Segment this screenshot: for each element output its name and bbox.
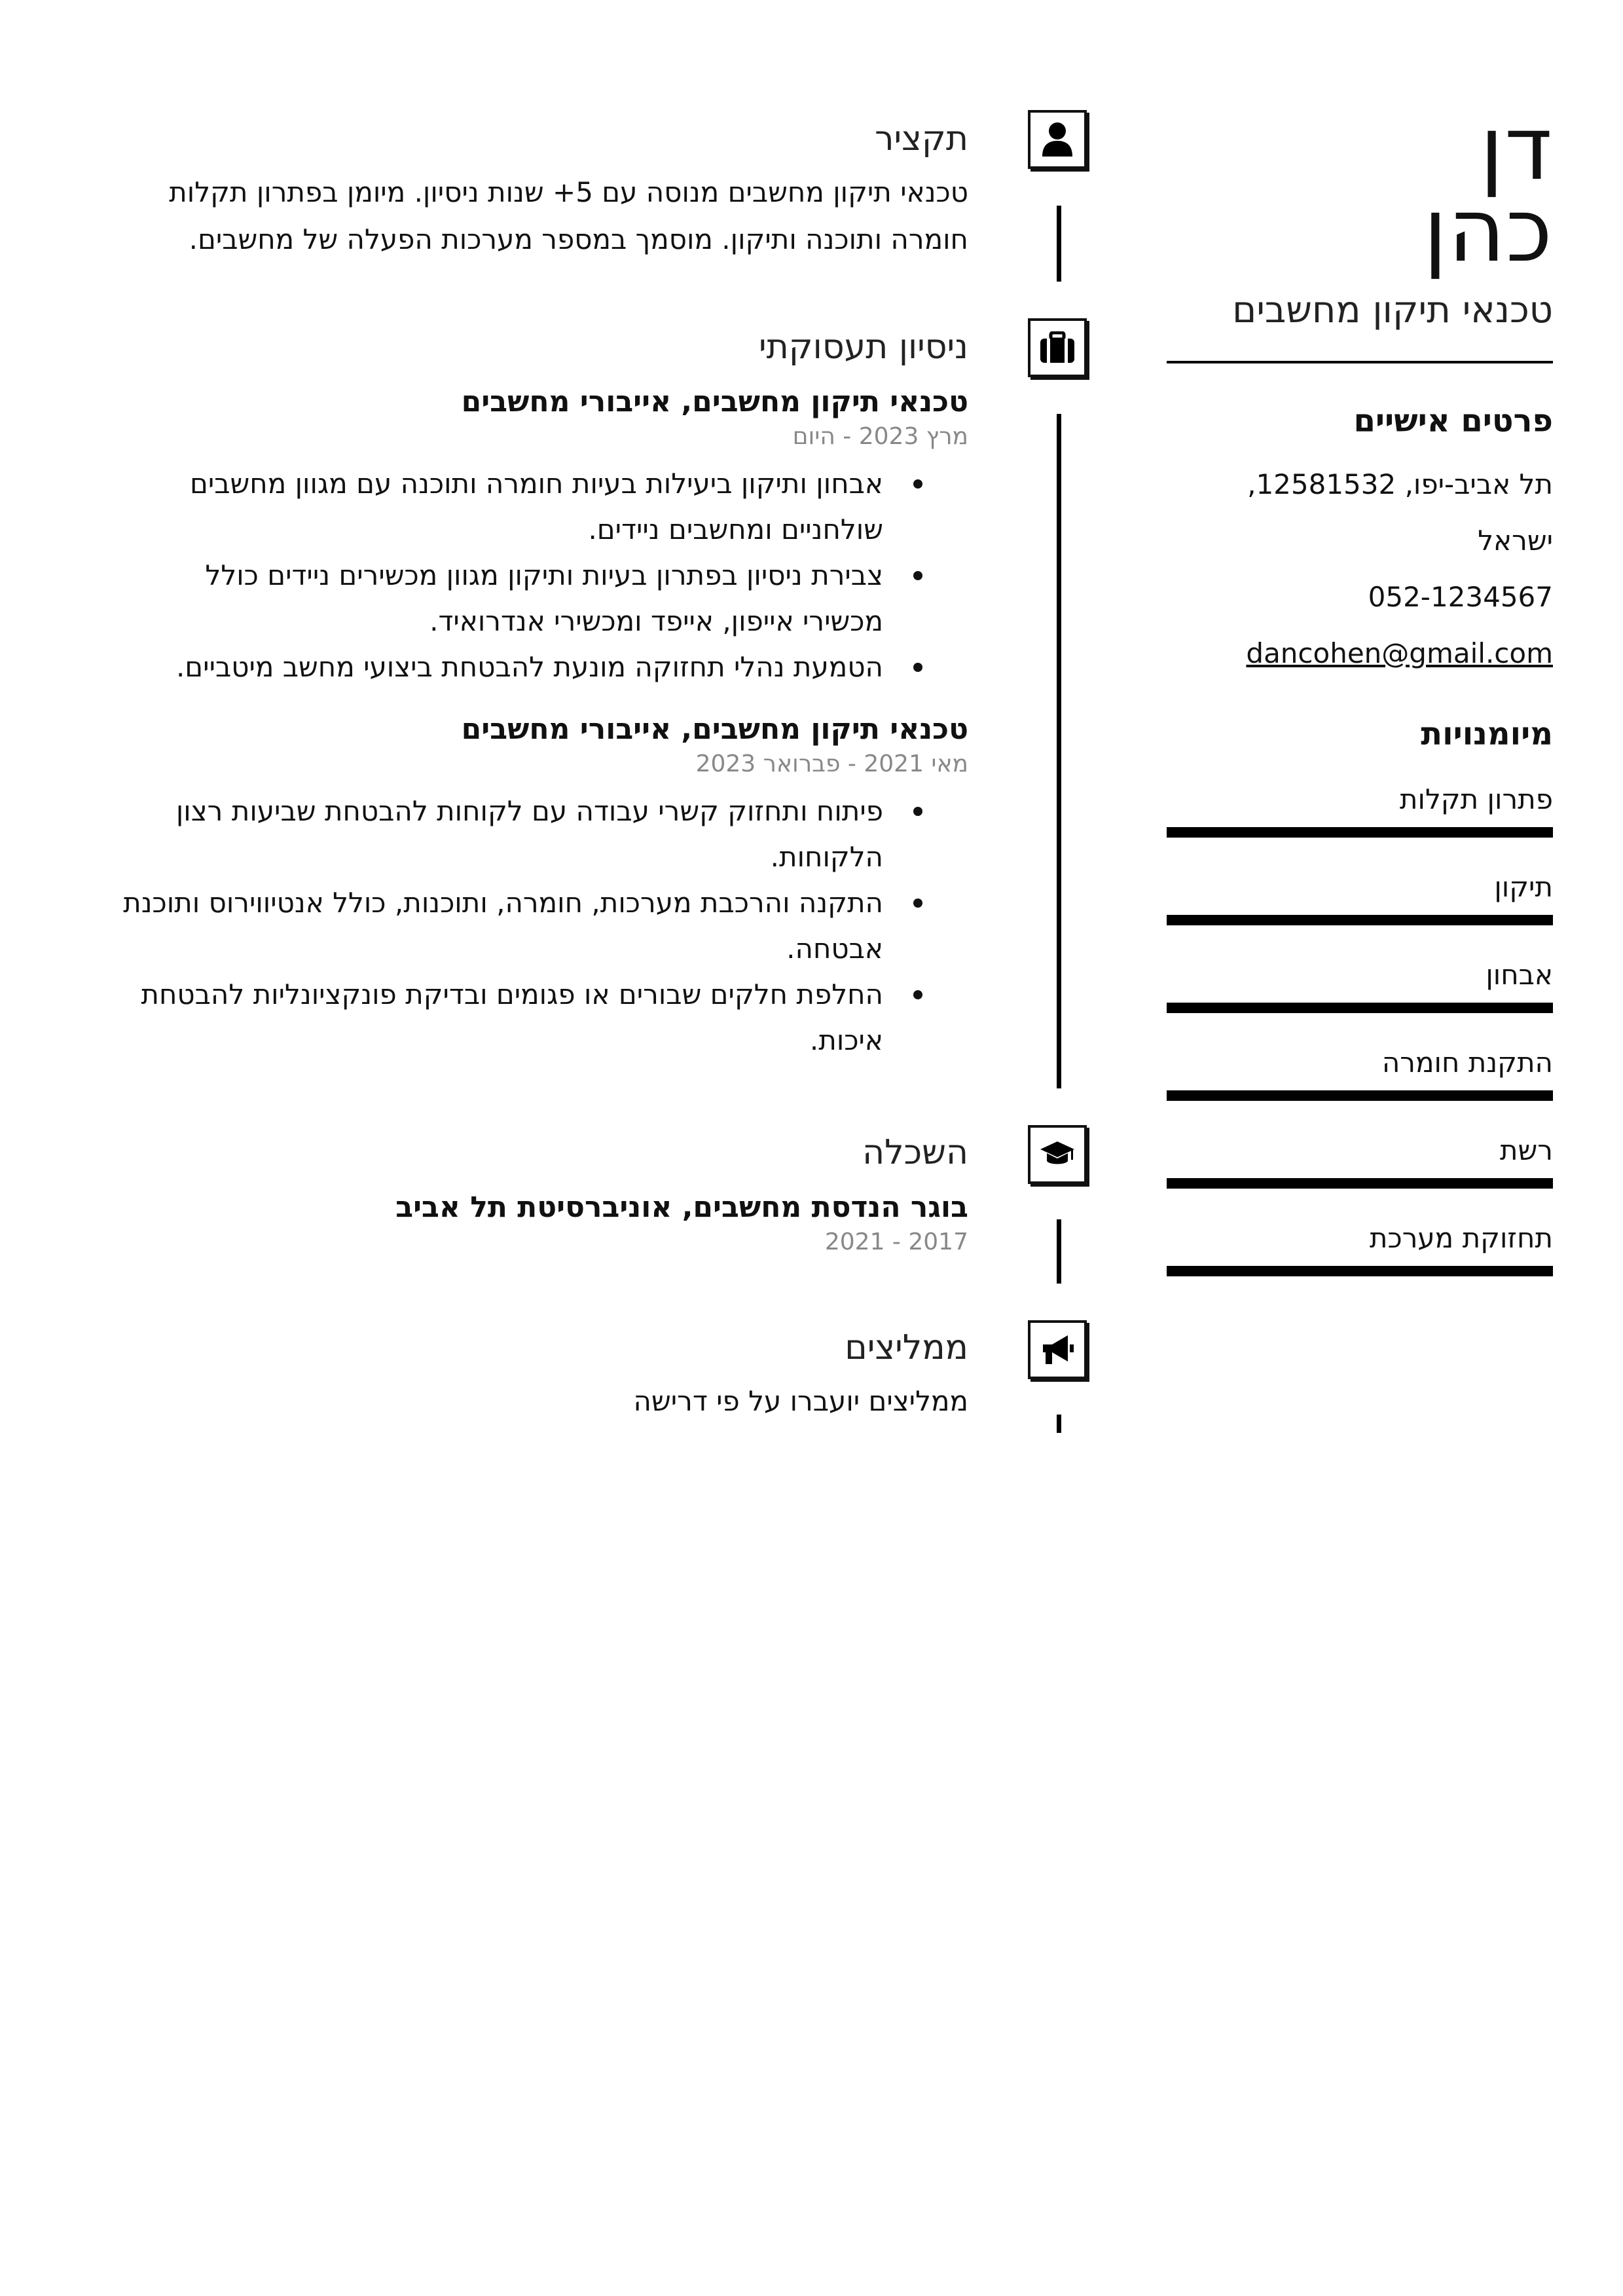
job-title: טכנאי תיקון מחשבים, אייבורי מחשבים [461, 385, 968, 418]
skill-bar [1167, 915, 1553, 925]
list-item: אבחון ותיקון ביעילות בעיות חומרה ותוכנה עם מגוון מחשבים שולחניים ומחשבים ניידים. [117, 461, 883, 553]
sidebar [1167, 98, 1553, 1308]
summary-text: טכנאי תיקון מחשבים מנוסה עם 5+ שנות ניסיון. מיומן בפתרון תקלות חומרה ותוכנה ותיקון. מוסמך במספר מערכות הפעלה של מחשבים. [169, 176, 968, 255]
skill-item [1167, 1220, 1553, 1276]
job-role: טכנאי תיקון מחשבים [1232, 289, 1553, 331]
summary-section [117, 118, 968, 263]
list-item: הטמעת נהלי תחזוקה מונעת להבטחת ביצועי מחשב מיטביים. [117, 644, 883, 690]
job-date: מאי 2021 - פברואר 2023 [695, 750, 968, 777]
skill-label: התקנת חומרה [1381, 1046, 1553, 1079]
references-heading: ממליצים [845, 1328, 968, 1367]
timeline-line [1057, 1415, 1061, 1433]
first-name: דן [1480, 98, 1553, 200]
skill-item [1167, 781, 1553, 838]
job-title: טכנאי תיקון מחשבים, אייבורי מחשבים [461, 713, 968, 746]
experience-heading: ניסיון תעסוקתי [758, 327, 968, 367]
skill-item [1167, 1045, 1553, 1101]
list-item: התקנה והרכבת מערכות, חומרה, ותוכנות, כולל אנטיווירוס ותוכנת אבטחה. [117, 880, 883, 972]
skill-item [1167, 1132, 1553, 1189]
skill-bar [1167, 827, 1553, 838]
skill-bar [1167, 1178, 1553, 1189]
job-duties [117, 788, 968, 1064]
name-heading [1167, 98, 1553, 282]
job-date: מרץ 2023 - היום [792, 423, 968, 450]
divider [1167, 361, 1553, 363]
job-duties [117, 461, 968, 690]
list-item: פיתוח ותחזוק קשרי עבודה עם לקוחות להבטחת שביעות רצון הלקוחות. [117, 788, 883, 880]
skill-item [1167, 869, 1553, 925]
skill-item [1167, 957, 1553, 1013]
graduation-cap-icon [1028, 1125, 1087, 1184]
experience-section [117, 326, 968, 1064]
briefcase-icon [1028, 318, 1087, 377]
timeline-line [1057, 414, 1061, 1088]
references-section [117, 1327, 968, 1425]
list-item: החלפת חלקים שבורים או פגומים ובדיקת פונקציונליות להבטחת איכות. [117, 972, 883, 1064]
references-text: ממליצים יועברו על פי דרישה [633, 1385, 968, 1417]
list-item: צבירת ניסיון בפתרון בעיות ותיקון מגוון מכשירים ניידים כולל מכשירי אייפון, אייפד ומכשירי אנדרואיד. [117, 553, 883, 644]
email-link[interactable]: dancohen@gmail.com [1246, 637, 1553, 669]
skill-label: פתרון תקלות [1399, 783, 1553, 815]
megaphone-icon [1028, 1320, 1087, 1379]
address: תל אביב-יפו, 12581532, ישראל [1247, 468, 1553, 557]
personal-details-heading: פרטים אישיים [1353, 403, 1553, 439]
education-section [117, 1132, 968, 1257]
skill-bar [1167, 1003, 1553, 1013]
phone: 052-1234567 [1368, 581, 1553, 613]
timeline-line [1057, 206, 1061, 282]
skills-list [1167, 781, 1553, 1276]
degree: בוגר הנדסת מחשבים, אוניברסיטת תל אביב [395, 1191, 968, 1224]
timeline-line [1057, 1219, 1061, 1284]
last-name: כהן [1423, 179, 1553, 282]
education-heading: השכלה [862, 1133, 968, 1172]
skill-label: תחזוקת מערכת [1369, 1222, 1553, 1254]
skill-label: אבחון [1486, 959, 1553, 991]
skill-label: רשת [1499, 1134, 1553, 1166]
skill-bar [1167, 1090, 1553, 1101]
education-date: 2017 - 2021 [824, 1229, 968, 1255]
person-icon [1028, 110, 1087, 169]
job-entry [117, 710, 968, 1064]
skills-heading: מיומנויות [1421, 716, 1553, 752]
skill-label: תיקון [1494, 871, 1553, 903]
summary-heading: תקציר [875, 119, 968, 158]
job-entry [117, 382, 968, 690]
skill-bar [1167, 1266, 1553, 1276]
